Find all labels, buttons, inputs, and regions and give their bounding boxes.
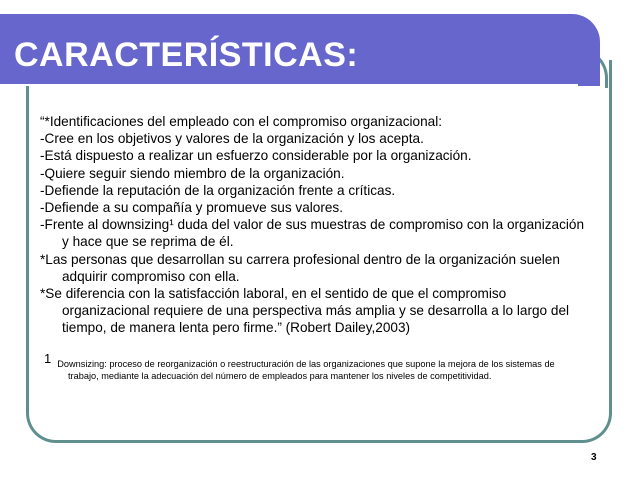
- footnote-text: Downsizing: proceso de reorganización o reestructuración de las organizaciones que supone la mejora de los sistemas de trabajo, mediante la adecuación del número de empleados para mantener los niveles de competitividad.: [57, 358, 555, 381]
- paragraph-bullet: *Se diferencia con la satisfacción laboral, en el sentido de que el compromiso organizacional requiere de una perspectiva más amplia y se desarrolla a lo largo del tiempo, de manera lenta pero firme.” (Robert Dailey,2003): [40, 286, 570, 336]
- page-number: 3: [591, 452, 597, 463]
- paragraph-bullet: *Las personas que desarrollan su carrera profesional dentro de la organización suelen adquirir compromiso con ella.: [40, 251, 560, 284]
- title-underline: [0, 84, 578, 86]
- footnote: [40, 350, 585, 382]
- paragraph-bullet: -Defiende a su compañía y promueve sus valores.: [40, 200, 343, 216]
- paragraph-bullet: -Quiere seguir siendo miembro de la organización.: [40, 165, 345, 181]
- slide-body: [40, 113, 585, 382]
- title-bar: [0, 14, 600, 86]
- paragraph-bullet: -Cree en los objetivos y valores de la organización y los acepta.: [40, 131, 424, 147]
- slide-title: CARACTERÍSTICAS:: [14, 36, 359, 74]
- footnote-mark: 1: [44, 350, 52, 366]
- paragraph-bullet: -Frente al downsizing¹ duda del valor de sus muestras de compromiso con la organización y hace que se reprima de él.: [40, 217, 585, 250]
- paragraph-intro: “*Identificaciones del empleado con el compromiso organizacional:: [40, 114, 442, 129]
- paragraph-bullet: -Defiende la reputación de la organización frente a críticas.: [40, 182, 396, 198]
- paragraph-bullet: -Está dispuesto a realizar un esfuerzo considerable por la organización.: [40, 148, 472, 164]
